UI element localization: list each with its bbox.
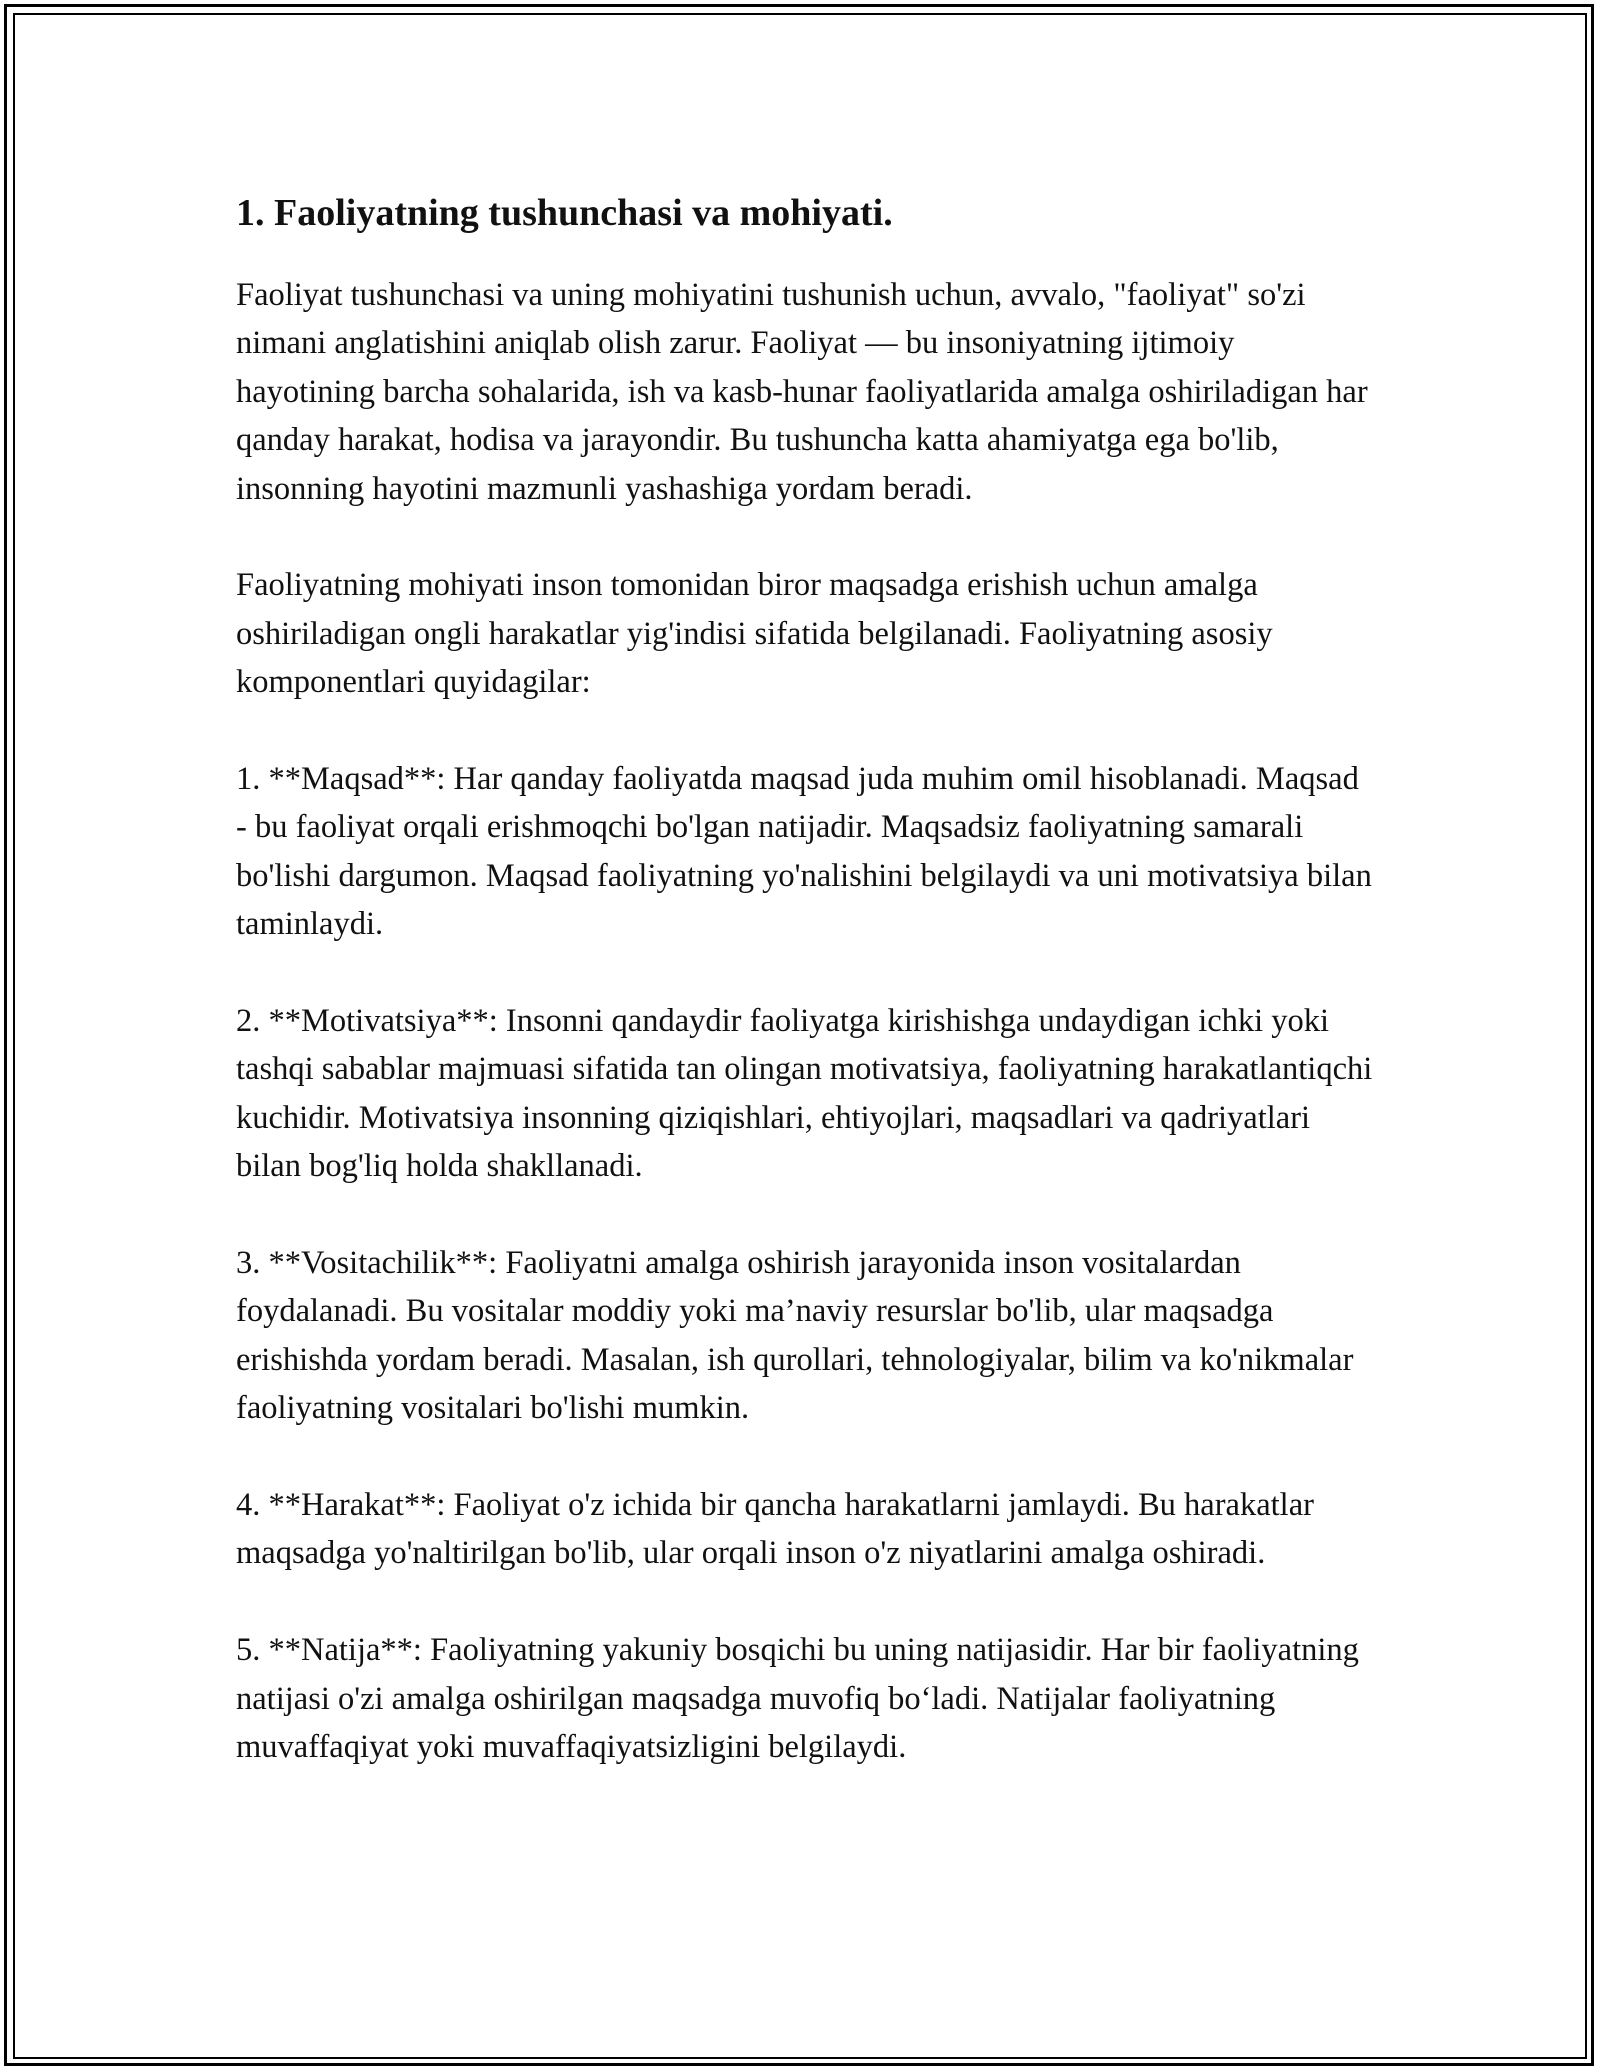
paragraph-action: 4. **Harakat**: Faoliyat o'z ichida bir qancha harakatlarni jamlaydi. Bu harakatlar maqsadga yo'naltirilgan bo'lib, ular orqali inson o'z niyatlarini amalga oshiradi. [236, 1487, 1314, 1572]
document-title: 1. Faoliyatning tushunchasi va mohiyati. [236, 192, 893, 234]
paragraph-essence: Faoliyatning mohiyati inson tomonidan biror maqsadga erishish uchun amalga oshiriladigan ongli harakatlar yig'indisi sifatida belgilanadi. Faoliyatning asosiy komponentlari quyidagilar: [236, 567, 1273, 701]
paragraph-means: 3. **Vositachilik**: Faoliyatni amalga oshirish jarayonida inson vositalardan foydalanadi. Bu vositalar moddiy yoki ma’naviy resurslar bo'lib, ular maqsadga erishishda yordam beradi. Masalan, ish qurollari, tehnologiyalar, bilim va ko'nikmalar faoliyatning vositalari bo'lishi mumkin. [236, 1245, 1354, 1427]
paragraph-result: 5. **Natija**: Faoliyatning yakuniy bosqichi bu uning natijasidir. Har bir faoliyatning natijasi o'zi amalga oshirilgan maqsadga muvofiq bo‘ladi. Natijalar faoliyatning muvaffaqiyat yoki muvaffaqiyatsizligini belgilaydi. [236, 1632, 1359, 1766]
paragraph-goal: 1. **Maqsad**: Har qanday faoliyatda maqsad juda muhim omil hisoblanadi. Maqsad - bu faoliyat orqali erishmoqchi bo'lgan natijadir. Maqsadsiz faoliyatning samarali bo'lishi dargumon. Maqsad faoliyatning yo'nalishini belgilaydi va uni motivatsiya bilan taminlaydi. [236, 761, 1372, 943]
paragraph-intro: Faoliyat tushunchasi va uning mohiyatini tushunish uchun, avvalo, "faoliyat" so'zi nimani anglatishini aniqlab olish zarur. Faoliyat — bu insoniyatning ijtimoiy hayotining barcha sohalarida, ish va kasb-hunar faoliyatlarida amalga oshiriladigan har qanday harakat, hodisa va jarayondir. Bu tushuncha katta ahamiyatga ega bo'lib, insonning hayotini mazmunli yashashiga yordam beradi. [236, 277, 1368, 507]
paragraph-motivation: 2. **Motivatsiya**: Insonni qandaydir faoliyatga kirishishga undaydigan ichki yoki tashqi sabablar majmuasi sifatida tan olingan motivatsiya, faoliyatning harakatlantiqchi kuchidir. Motivatsiya insonning qiziqishlari, ehtiyojlari, maqsadlari va qadriyatlari bilan bog'liq holda shakllanadi. [236, 1003, 1373, 1185]
document-body [236, 187, 1376, 1820]
